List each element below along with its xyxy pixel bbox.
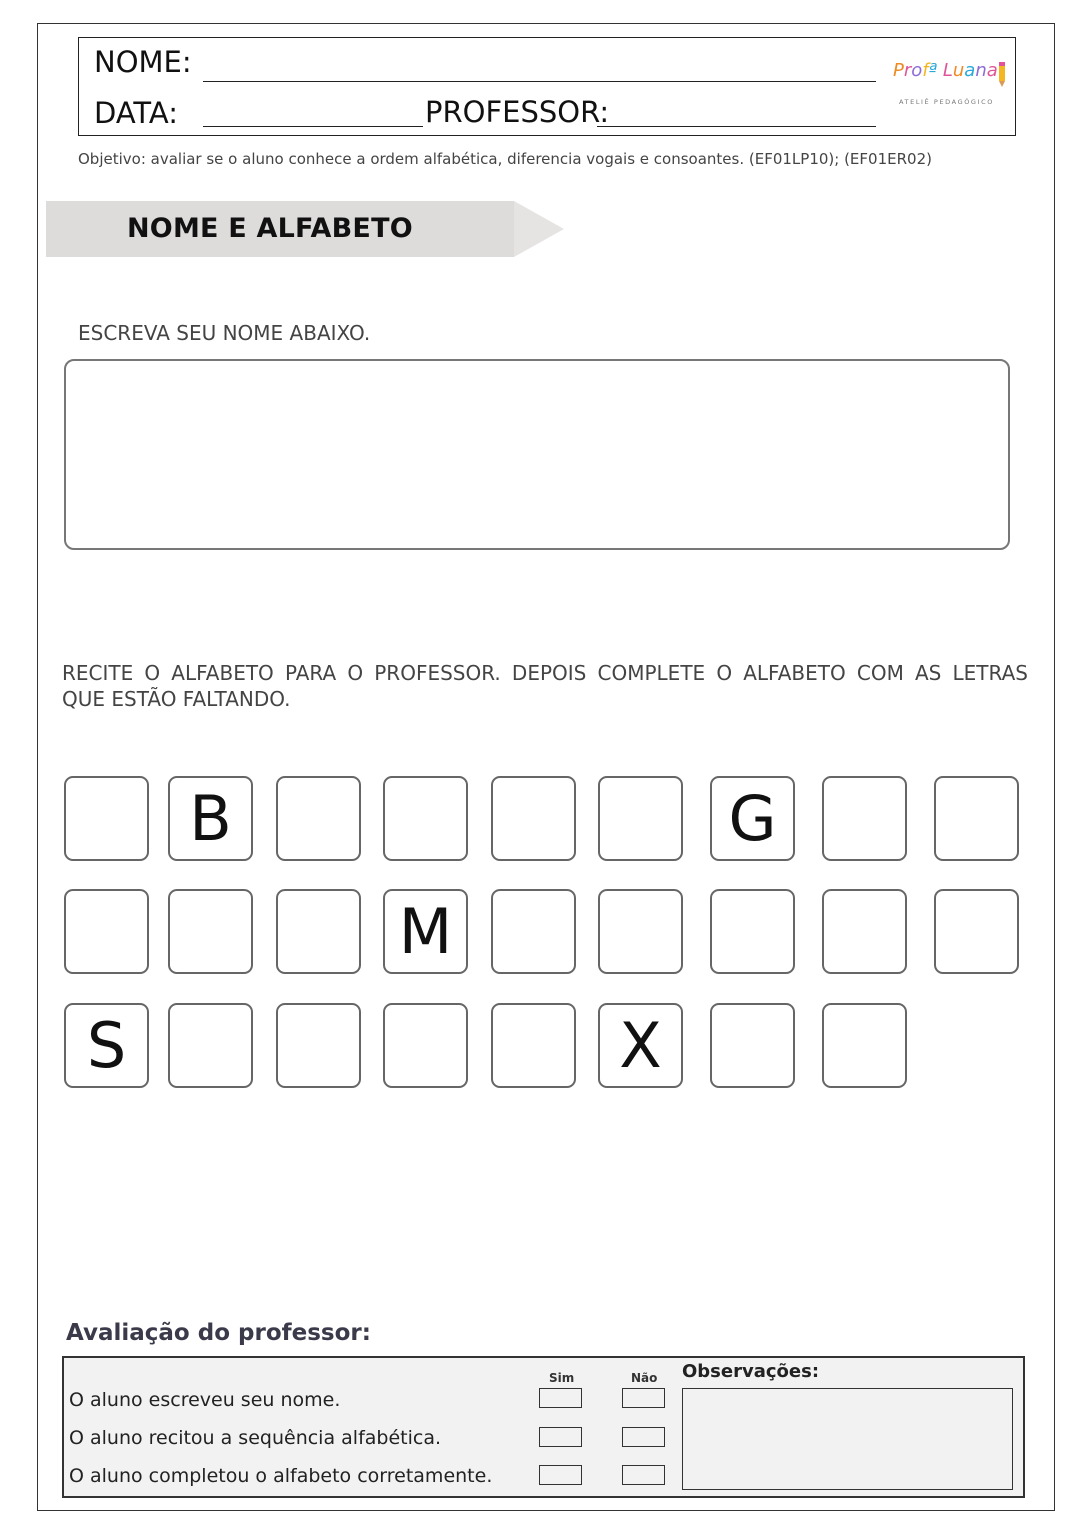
yes-checkbox-1[interactable]: [539, 1388, 582, 1408]
letter-box-empty[interactable]: [710, 889, 795, 974]
section-title: NOME E ALFABETO: [127, 213, 413, 244]
letter-box-empty[interactable]: [276, 776, 361, 861]
observations-box[interactable]: [682, 1388, 1013, 1490]
teacher-label: PROFESSOR:: [425, 95, 610, 129]
alphabet-instruction-line2: QUE ESTÃO FALTANDO.: [62, 687, 291, 711]
no-checkbox-3[interactable]: [622, 1465, 665, 1485]
letter-box-s[interactable]: S: [64, 1003, 149, 1088]
pencil-icon: [997, 62, 1007, 88]
evaluation-row-3: O aluno completou o alfabeto corretamente.: [69, 1465, 493, 1487]
evaluation-row-2: O aluno recitou a sequência alfabética.: [69, 1427, 442, 1449]
name-writing-box[interactable]: [64, 359, 1010, 550]
letter-box-empty[interactable]: [383, 776, 468, 861]
letter-box-g[interactable]: G: [710, 776, 795, 861]
letter-box-empty[interactable]: [822, 889, 907, 974]
evaluation-row-1: O aluno escreveu seu nome.: [69, 1389, 341, 1411]
date-label: DATA:: [94, 96, 178, 130]
name-field-line[interactable]: [203, 81, 876, 82]
logo: [893, 60, 1008, 110]
letter-box-empty[interactable]: [64, 776, 149, 861]
name-label: NOME:: [94, 45, 192, 79]
yes-column-header: Sim: [549, 1371, 575, 1385]
letter-box-empty[interactable]: [934, 889, 1019, 974]
no-checkbox-1[interactable]: [622, 1388, 665, 1408]
no-column-header: Não: [631, 1371, 658, 1385]
letter-box-empty[interactable]: [64, 889, 149, 974]
letter-box-x[interactable]: X: [598, 1003, 683, 1088]
observations-label: Observações:: [682, 1361, 820, 1382]
letter-box-empty[interactable]: [491, 1003, 576, 1088]
objective-text: Objetivo: avaliar se o aluno conhece a ordem alfabética, diferencia vogais e consoantes. (EF01LP10); (EF01ER02): [78, 150, 932, 168]
letter-box-empty[interactable]: [598, 776, 683, 861]
no-checkbox-2[interactable]: [622, 1427, 665, 1447]
logo-letters: Profª Luana: [893, 60, 998, 81]
teacher-field-line[interactable]: [597, 126, 876, 127]
letter-box-empty[interactable]: [710, 1003, 795, 1088]
letter-box-empty[interactable]: [276, 1003, 361, 1088]
logo-subtitle: ATELIÊ PEDAGÓGICO: [899, 98, 994, 106]
name-instruction: ESCREVA SEU NOME ABAIXO.: [78, 321, 371, 345]
yes-checkbox-3[interactable]: [539, 1465, 582, 1485]
date-field-line[interactable]: [203, 126, 423, 127]
evaluation-title: Avaliação do professor:: [66, 1320, 371, 1346]
letter-box-empty[interactable]: [822, 776, 907, 861]
letter-box-m[interactable]: M: [383, 889, 468, 974]
letter-box-empty[interactable]: [491, 889, 576, 974]
letter-box-empty[interactable]: [822, 1003, 907, 1088]
letter-box-empty[interactable]: [168, 1003, 253, 1088]
yes-checkbox-2[interactable]: [539, 1427, 582, 1447]
letter-box-empty[interactable]: [491, 776, 576, 861]
letter-box-empty[interactable]: [168, 889, 253, 974]
letter-box-b[interactable]: B: [168, 776, 253, 861]
letter-box-empty[interactable]: [383, 1003, 468, 1088]
letter-box-empty[interactable]: [598, 889, 683, 974]
letter-box-empty[interactable]: [276, 889, 361, 974]
logo-text: [893, 60, 998, 81]
alphabet-instruction-line1: RECITE O ALFABETO PARA O PROFESSOR. DEPOIS COMPLETE O ALFABETO COM AS LETRAS: [62, 661, 1028, 685]
letter-box-empty[interactable]: [934, 776, 1019, 861]
